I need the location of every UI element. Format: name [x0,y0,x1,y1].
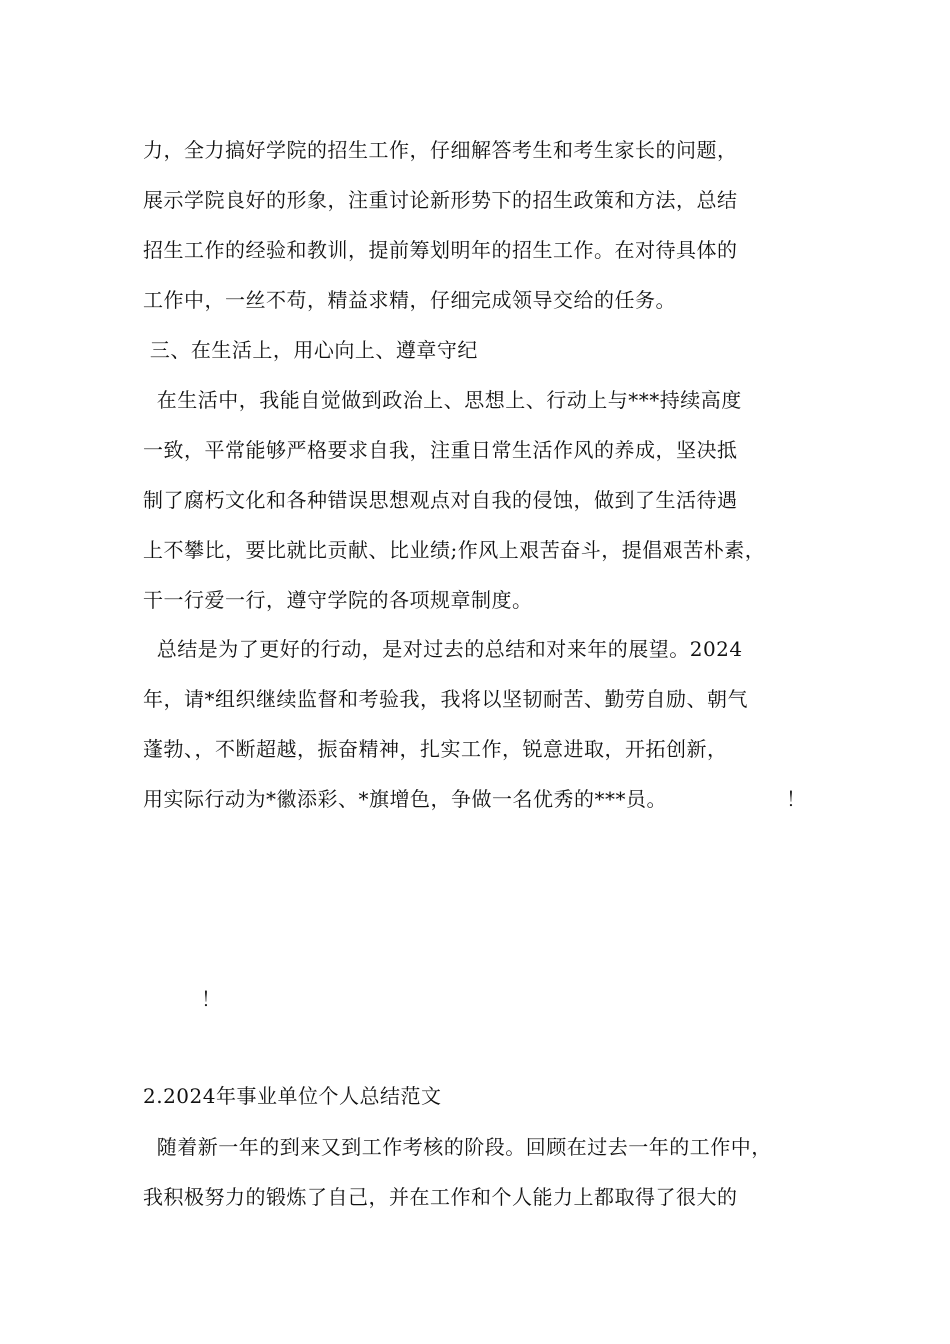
body-line: 总结是为了更好的行动，是对过去的总结和对来年的展望。2024 [143,637,743,661]
body-line: 制了腐朽文化和各种错误思想观点对自我的侵蚀，做到了生活待遇 [143,488,738,512]
body-line: 年，请*组织继续监督和考验我，我将以坚韧耐苦、勤劳自励、朝气 [143,687,748,711]
body-line: 在生活中，我能自觉做到政治上、思想上、行动上与***持续高度 [143,388,742,412]
exclamation-mark: ！ [201,987,221,1011]
body-line: 干一行爱一行，遵守学院的各项规章制度。 [143,588,533,612]
body-line: 一致，平常能够严格要求自我，注重日常生活作风的养成，坚决抵 [143,438,738,462]
body-line: 用实际行动为*徽添彩、*旗增色，争做一名优秀的***员。 [143,787,667,811]
section-heading: 三、在生活上，用心向上、遵章守纪 [143,338,478,362]
body-line: 上不攀比，要比就比贡献、比业绩;作风上艰苦奋斗，提倡艰苦朴素， [143,538,766,562]
body-line: 展示学院良好的形象，注重讨论新形势下的招生政策和方法，总结 [143,188,738,212]
body-line: 蓬勃、，不断超越，振奋精神，扎实工作，锐意进取，开拓创新， [143,737,728,761]
exclamation-mark: ！ [786,787,806,811]
body-line: 工作中，一丝不苟，精益求精，仔细完成领导交给的任务。 [143,288,676,312]
body-line: 招生工作的经验和教训，提前筹划明年的招生工作。在对待具体的 [143,238,738,262]
body-line: 随着新一年的到来又到工作考核的阶段。回顾在过去一年的工作中， [143,1135,772,1159]
section-title: 2.2024年事业单位个人总结范文 [143,1084,442,1108]
body-line: 我积极努力的锻炼了自己，并在工作和个人能力上都取得了很大的 [143,1185,738,1209]
body-line: 力，全力搞好学院的招生工作，仔细解答考生和考生家长的问题， [143,138,738,162]
